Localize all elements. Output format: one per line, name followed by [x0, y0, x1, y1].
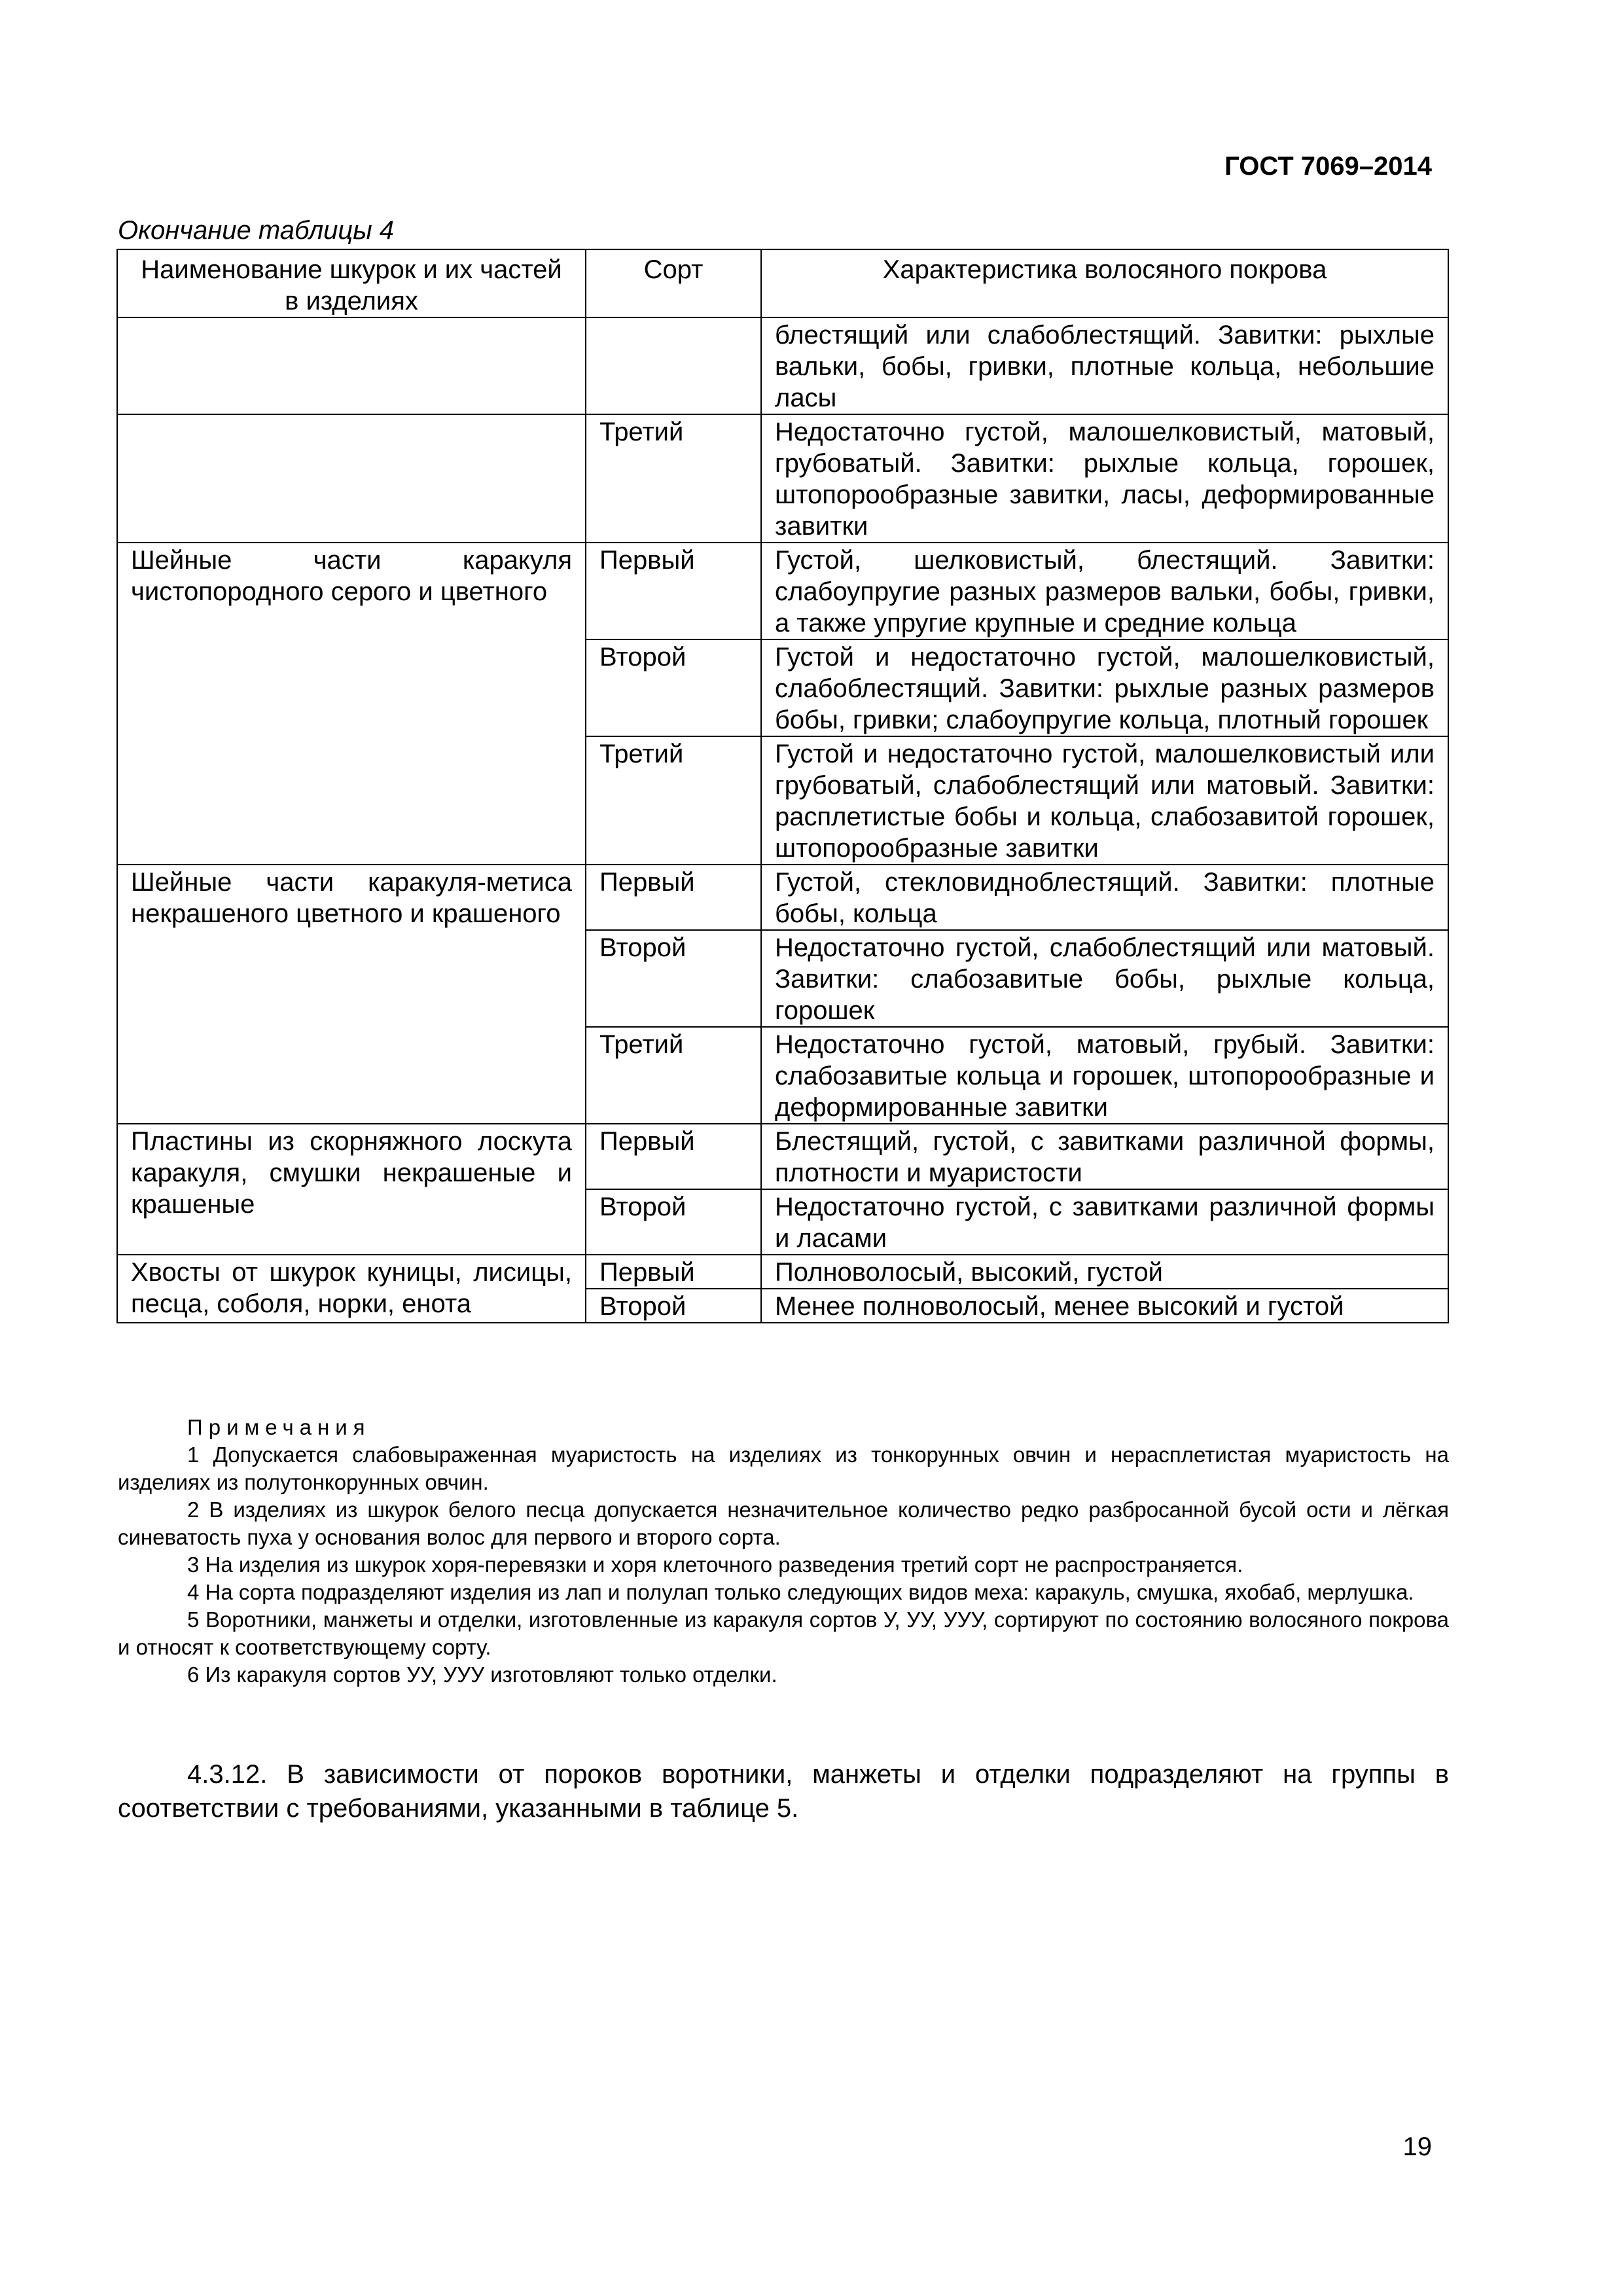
- cell-grade: Третий: [586, 736, 761, 865]
- cell-name: [117, 414, 586, 543]
- cell-grade: Второй: [586, 930, 761, 1027]
- column-header-grade: Сорт: [586, 249, 761, 317]
- cell-name: Шейные части каракуля чистопородного серого и цветного: [117, 543, 586, 865]
- note-item: 3 На изделия из шкурок хоря-перевязки и хоря клеточного разведения третий сорт не распространяется.: [187, 1552, 1243, 1577]
- cell-name: Шейные части каракуля-метиса некрашеного цветного и крашеного: [117, 865, 586, 1124]
- note-item: 1 Допускается слабовыраженная муаристость на изделиях из тонкорунных овчин и нерасплетистая муаристость на изделиях из полутонкорунных овчин.: [118, 1443, 1449, 1494]
- note-item: 2 В изделиях из шкурок белого песца допускается незначительное количество редко разбросанной бусой ости и лёгкая синеватость пуха у основания волос для первого и второго сорта.: [118, 1498, 1449, 1549]
- cell-grade: Второй: [586, 1189, 761, 1255]
- cell-grade: Второй: [586, 1289, 761, 1323]
- table-caption: Окончание таблицы 4: [118, 216, 395, 245]
- cell-description: Густой, шелковистый, блестящий. Завитки: слабоупругие разных размеров вальки, бобы, гривки, а также упругие крупные и средние кольца: [761, 543, 1448, 639]
- table-row: [117, 317, 1448, 414]
- page-number: 19: [1402, 2132, 1432, 2161]
- table-header-row: [117, 249, 1448, 317]
- cell-description: Недостаточно густой, малошелковистый, матовый, грубоватый. Завитки: рыхлые кольца, горошек, штопорообразные завитки, ласы, деформированные завитки: [761, 414, 1448, 543]
- cell-description: Густой, стекловидноблестящий. Завитки: плотные бобы, кольца: [761, 865, 1448, 930]
- cell-grade: Первый: [586, 1124, 761, 1189]
- cell-grade: Третий: [586, 414, 761, 543]
- column-header-description: Характеристика волосяного покрова: [761, 249, 1448, 317]
- fur-grade-table: [116, 249, 1449, 1323]
- cell-description: Полноволосый, высокий, густой: [761, 1255, 1448, 1289]
- table-row: [117, 1255, 1448, 1289]
- body-paragraph: 4.3.12. В зависимости от пороков воротники, манжеты и отделки подразделяют на группы в соответствии с требованиями, указанными в таблице 5.: [118, 1760, 1449, 1823]
- cell-description: блестящий или слабоблестящий. Завитки: рыхлые вальки, бобы, гривки, плотные кольца, небольшие ласы: [761, 317, 1448, 414]
- cell-grade: Второй: [586, 639, 761, 736]
- cell-description: Блестящий, густой, с завитками различной формы, плотности и муаристости: [761, 1124, 1448, 1189]
- cell-description: Менее полноволосый, менее высокий и густой: [761, 1289, 1448, 1323]
- cell-description: Густой и недостаточно густой, малошелковистый, слабоблестящий. Завитки: рыхлые разных размеров бобы, гривки; слабоупругие кольца, плотный горошек: [761, 639, 1448, 736]
- table-row: [117, 1124, 1448, 1189]
- note-item: 5 Воротники, манжеты и отделки, изготовленные из каракуля сортов У, УУ, УУУ, сортируют по состоянию волосяного покрова и относят к соответствующему сорту.: [118, 1607, 1449, 1659]
- notes-block: [118, 1414, 1449, 1689]
- notes-title: Примечания: [187, 1415, 371, 1439]
- cell-description: Густой и недостаточно густой, малошелковистый или грубоватый, слабоблестящий или матовый. Завитки: расплетистые бобы и кольца, слабозавитой горошек, штопорообразные завитки: [761, 736, 1448, 865]
- cell-grade: Третий: [586, 1027, 761, 1124]
- cell-name: Пластины из скорняжного лоскута каракуля, смушки некрашеные и крашеные: [117, 1124, 586, 1255]
- note-item: 6 Из каракуля сортов УУ, УУУ изготовляют только отделки.: [187, 1662, 777, 1687]
- table-row: [117, 543, 1448, 639]
- cell-description: Недостаточно густой, матовый, грубый. Завитки: слабозавитые кольца и горошек, штопорообразные и деформированные завитки: [761, 1027, 1448, 1124]
- cell-name: Хвосты от шкурок куницы, лисицы, песца, соболя, норки, енота: [117, 1255, 586, 1323]
- cell-description: Недостаточно густой, слабоблестящий или матовый. Завитки: слабозавитые бобы, рыхлые кольца, горошек: [761, 930, 1448, 1027]
- document-header: ГОСТ 7069–2014: [1224, 152, 1432, 181]
- note-item: 4 На сорта подразделяют изделия из лап и полулап только следующих видов меха: каракуль, смушка, яхобаб, мерлушка.: [187, 1580, 1414, 1604]
- cell-name: [117, 317, 586, 414]
- cell-grade: Первый: [586, 865, 761, 930]
- cell-description: Недостаточно густой, с завитками различной формы и ласами: [761, 1189, 1448, 1255]
- table-row: [117, 865, 1448, 930]
- cell-grade: Первый: [586, 543, 761, 639]
- cell-grade: Первый: [586, 1255, 761, 1289]
- table-row: [117, 414, 1448, 543]
- column-header-name: Наименование шкурок и их частей в изделиях: [117, 249, 586, 317]
- cell-grade: [586, 317, 761, 414]
